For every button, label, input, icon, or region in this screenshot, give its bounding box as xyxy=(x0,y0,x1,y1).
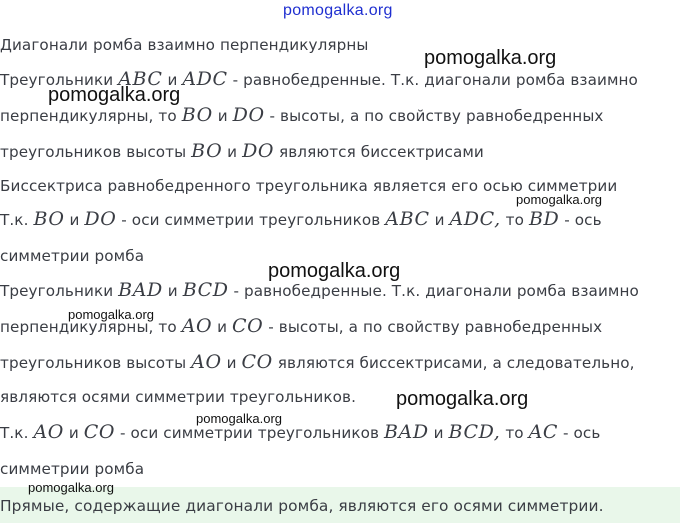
text: то xyxy=(500,424,529,442)
watermark: pomogalka.org xyxy=(196,411,282,426)
text: и xyxy=(429,211,450,229)
text: - равнобедренные. Т.к. диагонали ромба взаимно xyxy=(227,71,638,89)
math: BCD xyxy=(182,279,229,301)
math: ABC xyxy=(118,68,163,90)
math: ABC xyxy=(385,208,430,230)
text: и xyxy=(63,424,84,442)
text-line-4 xyxy=(0,140,484,162)
math: AO xyxy=(181,315,213,337)
watermark: pomogalka.org xyxy=(396,388,529,410)
math: BCD, xyxy=(448,421,501,443)
text: перпендикулярны, то xyxy=(0,107,182,125)
math: BAD xyxy=(118,279,163,301)
text-line-10 xyxy=(0,351,635,373)
text-line-6 xyxy=(0,208,602,230)
math: CO xyxy=(241,351,273,373)
text: и xyxy=(222,143,243,161)
math: BD xyxy=(528,208,560,230)
text: являются биссектрисами xyxy=(274,143,484,161)
text: Биссектриса равнобедренного треугольника является его осью симметрии xyxy=(0,177,618,195)
text: и xyxy=(212,107,233,125)
text-line-11 xyxy=(0,388,356,406)
text: Т.к. xyxy=(0,211,34,229)
text: то xyxy=(500,211,529,229)
math: ADC, xyxy=(449,208,501,230)
text: треугольников высоты xyxy=(0,354,192,372)
text: и xyxy=(221,354,242,372)
text-line-1 xyxy=(0,36,369,54)
watermark: pomogalka.org xyxy=(516,192,602,207)
text: и xyxy=(64,211,85,229)
text: Треугольники xyxy=(0,282,119,300)
watermark: pomogalka.org xyxy=(424,47,557,69)
math: DO xyxy=(84,208,117,230)
watermark: pomogalka.org xyxy=(268,260,401,282)
text-line-12 xyxy=(0,421,600,443)
math: BAD xyxy=(384,421,429,443)
text: и xyxy=(212,318,233,336)
math: ADC xyxy=(182,68,228,90)
math: AO xyxy=(191,351,222,373)
text: и xyxy=(162,282,183,300)
watermark: pomogalka.org xyxy=(48,84,181,106)
math: CO xyxy=(83,421,116,443)
text: - оси симметрии треугольников xyxy=(116,211,386,229)
text: Т.к. xyxy=(0,424,34,442)
conclusion-text: Прямые, содержащие диагонали ромба, являются его осями симметрии. xyxy=(0,497,604,515)
text: и xyxy=(428,424,449,442)
text: треугольников высоты xyxy=(0,143,192,161)
text-line-7 xyxy=(0,247,144,265)
text: являются биссектрисами, а следовательно, xyxy=(272,354,635,372)
text-line-13 xyxy=(0,460,144,478)
math: BO xyxy=(181,104,213,126)
text: Диагонали ромба взаимно перпендикулярны xyxy=(0,36,369,54)
math: AO xyxy=(33,421,64,443)
text: Треугольники xyxy=(0,71,119,89)
math: CO xyxy=(232,315,264,337)
text: и xyxy=(162,71,183,89)
text: симметрии ромба xyxy=(0,460,145,478)
text: являются осями симметрии треугольников. xyxy=(0,388,357,406)
text: - высоты, а по свойству равнобедренных xyxy=(263,318,603,336)
text: перпендикулярны, то xyxy=(0,318,182,336)
watermark: pomogalka.org xyxy=(28,480,114,495)
text: - оси симметрии треугольников xyxy=(115,424,384,442)
watermark: pomogalka.org xyxy=(68,307,154,322)
text: - ось xyxy=(558,424,601,442)
math: DO xyxy=(242,140,275,162)
text: - равнобедренные. Т.к. диагонали ромба взаимно xyxy=(228,282,639,300)
text: симметрии ромба xyxy=(0,247,145,265)
math: BO xyxy=(33,208,65,230)
math: DO xyxy=(232,104,265,126)
text: - высоты, а по свойству равнобедренных xyxy=(264,107,604,125)
text: - ось xyxy=(559,211,602,229)
watermark-top: pomogalka.org xyxy=(283,2,393,19)
text-line-3 xyxy=(0,104,604,126)
math: BO xyxy=(191,140,223,162)
math: AC xyxy=(528,421,559,443)
